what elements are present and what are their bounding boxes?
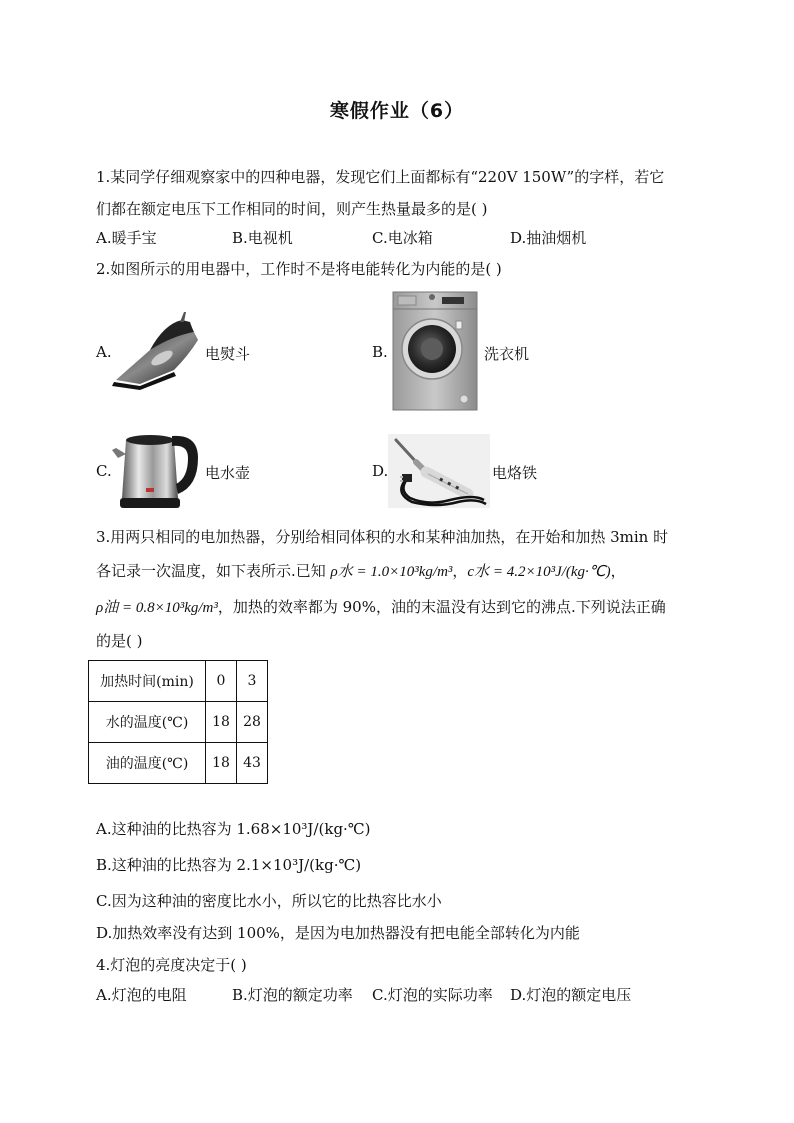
rho-oil-formula: ρ油 = 0.8×10³kg/m³: [96, 600, 218, 616]
q1-option-b: B.电视机: [232, 229, 293, 247]
q3-line2-end: ，: [610, 562, 626, 580]
q3-option-b: B.这种油的比热容为 2.1×10³J/(kg·℃): [96, 856, 362, 874]
rho-water-formula: ρ水 = 1.0×10³kg/m³: [330, 564, 453, 580]
q2-option-a-label: 电熨斗: [205, 345, 251, 363]
q2-option-b-label: 洗衣机: [484, 345, 530, 363]
table-cell: 43: [237, 743, 268, 784]
q1-option-d: D.抽油烟机: [510, 229, 587, 247]
q3-text-line1: 3.用两只相同的电加热器，分别给相同体积的水和某种油加热，在开始和加热 3min 时: [96, 528, 669, 546]
table-cell: 加热时间(min): [89, 661, 206, 702]
q2-option-a-letter: A.: [96, 343, 112, 361]
q1-text-line1: 1.某同学仔细观察家中的四种电器，发现它们上面都标有“220V 150W”的字样，若它: [96, 168, 665, 186]
washing-machine-icon: [392, 291, 478, 411]
q3-line2-sep: ，: [452, 562, 468, 580]
q1-option-a: A.暖手宝: [96, 229, 157, 247]
c-water-formula: c水 = 4.2×10³J/(kg·℃): [467, 564, 611, 580]
q2-option-b-letter: B.: [372, 343, 388, 361]
table-row: [89, 661, 268, 702]
temperature-table: [88, 660, 268, 784]
table-row: [89, 743, 268, 784]
q1-option-c: C.电冰箱: [372, 229, 433, 247]
q3-line2-prefix: 各记录一次温度，如下表所示.已知: [96, 562, 331, 580]
q4-option-d: D.灯泡的额定电压: [510, 986, 632, 1004]
table-cell: 18: [206, 702, 237, 743]
table-cell: 0: [206, 661, 237, 702]
table-cell: 水的温度(℃): [89, 702, 206, 743]
q1-text-line2: 们都在额定电压下工作相同的时间，则产生热量最多的是( ): [96, 200, 488, 218]
q3-option-d: D.加热效率没有达到 100%，是因为电加热器没有把电能全部转化为内能: [96, 924, 580, 942]
q3-line3-rest: ，加热的效率都为 90%，油的末温没有达到它的沸点.下列说法正确: [217, 598, 666, 616]
table-cell: 18: [206, 743, 237, 784]
q2-text-line1: 2.如图所示的用电器中，工作时不是将电能转化为内能的是( ): [96, 260, 502, 278]
q2-option-c-label: 电水壶: [205, 464, 251, 482]
q3-option-a: A.这种油的比热容为 1.68×10³J/(kg·℃): [96, 820, 371, 838]
q4-option-b: B.灯泡的额定功率: [232, 986, 353, 1004]
q4-option-c: C.灯泡的实际功率: [372, 986, 493, 1004]
q3-text-line3: [96, 596, 666, 619]
q2-option-c-letter: C.: [96, 462, 112, 480]
page-title: 寒假作业（6）: [329, 100, 465, 122]
q2-option-d-letter: D.: [372, 462, 389, 480]
table-cell: 油的温度(℃): [89, 743, 206, 784]
table-cell: 28: [237, 702, 268, 743]
q4-text-line1: 4.灯泡的亮度决定于( ): [96, 956, 247, 974]
kettle-icon: [112, 428, 202, 510]
soldering-iron-icon: [388, 434, 490, 508]
q3-text-line4: 的是( ): [96, 632, 143, 650]
q3-option-c: C.因为这种油的密度比水小，所以它的比热容比水小: [96, 892, 442, 910]
q3-text-line2: [96, 560, 626, 583]
table-cell: 3: [237, 661, 268, 702]
q2-option-d-label: 电烙铁: [492, 464, 538, 482]
iron-icon: [110, 310, 204, 390]
table-row: [89, 702, 268, 743]
q4-option-a: A.灯泡的电阻: [96, 986, 187, 1004]
